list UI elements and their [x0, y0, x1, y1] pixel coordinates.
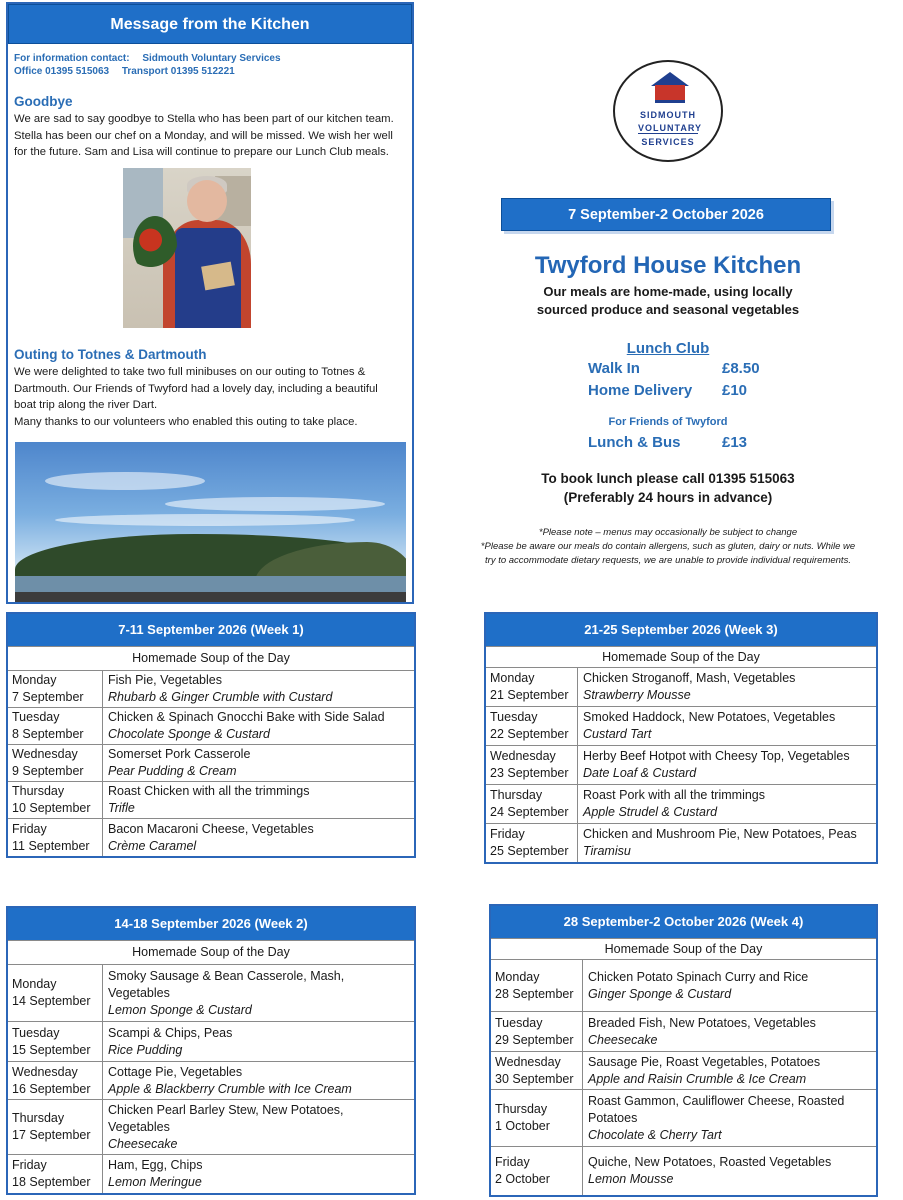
outing-title: Outing to Totnes & Dartmouth: [14, 347, 207, 362]
weekday-label: Monday: [12, 673, 57, 687]
day-cell: [8, 1022, 103, 1061]
table-row: [8, 745, 414, 782]
dessert: Crème Caramel: [108, 838, 197, 853]
week-header: 14-18 September 2026 (Week 2): [8, 908, 414, 940]
date-label: 2 October: [495, 1172, 550, 1186]
meal-cell: [103, 745, 250, 781]
goodbye-title: Goodbye: [14, 94, 73, 109]
outing-line: We were delighted to take two full minibuses on our outing to Totnes &: [14, 366, 366, 378]
date-label: 29 September: [495, 1032, 574, 1047]
logo-line1: SIDMOUTH: [640, 110, 696, 120]
date-label: 15 September: [12, 1042, 91, 1057]
date-label: 18 September: [12, 1175, 91, 1189]
meal-cell: [578, 746, 850, 784]
message-panel: [6, 2, 414, 604]
logo-line3: SERVICES: [641, 137, 695, 147]
day-cell: [491, 1012, 583, 1051]
day-cell: [8, 1155, 103, 1193]
transport-phone: Transport 01395 512221: [121, 66, 235, 77]
soup-of-the-day: Homemade Soup of the Day: [486, 646, 876, 668]
table-row: [8, 1100, 414, 1155]
main-course: Vegetables: [108, 985, 170, 1000]
table-row: [8, 1062, 414, 1100]
house-icon: [651, 72, 689, 104]
date-label: 1 October: [495, 1119, 550, 1133]
allergen-note-1: *Please be aware our meals do contain allergens, such as gluten, dairy or nuts. While we: [480, 541, 856, 552]
weekday-label: Wednesday: [495, 1054, 561, 1069]
goodbye-line: We are sad to say goodbye to Stella who has been part of our kitchen team.: [14, 113, 394, 125]
table-row: [491, 1052, 876, 1090]
day-cell: [8, 1062, 103, 1099]
dessert: Lemon Meringue: [108, 1175, 202, 1189]
main-course: Chicken Stroganoff, Mash, Vegetables: [583, 671, 796, 685]
meal-cell: [578, 668, 795, 706]
dessert: Date Loaf & Custard: [583, 766, 697, 780]
week-header: 28 September-2 October 2026 (Week 4): [491, 906, 876, 938]
soup-of-the-day: Homemade Soup of the Day: [8, 940, 414, 965]
dessert: Cheesecake: [108, 1136, 178, 1151]
booking-advance: (Preferably 24 hours in advance): [563, 490, 773, 505]
date-label: 23 September: [490, 766, 569, 780]
walk-in-price-row: [588, 360, 778, 377]
dessert: Chocolate Sponge & Custard: [108, 727, 270, 741]
main-course: Quiche, New Potatoes, Roasted Vegetables: [588, 1155, 832, 1169]
meal-cell: [103, 1062, 352, 1099]
main-course: Sausage Pie, Roast Vegetables, Potatoes: [588, 1054, 821, 1069]
week-2-menu: [6, 906, 416, 1195]
weekday-label: Thursday: [12, 1111, 65, 1125]
weekday-label: Wednesday: [12, 747, 78, 761]
date-label: 14 September: [12, 994, 91, 1008]
main-course: Chicken Pearl Barley Stew, New Potatoes,: [108, 1102, 344, 1117]
stella-photo: [123, 168, 251, 328]
day-cell: [8, 671, 103, 707]
walk-in-label: Walk In: [588, 360, 640, 377]
day-cell: [8, 708, 103, 744]
home-delivery-label: Home Delivery: [588, 382, 693, 399]
meal-cell: [103, 965, 344, 1021]
logo-line2: VOLUNTARY: [638, 123, 702, 133]
meal-cell: [578, 707, 835, 745]
meal-cell: [103, 819, 314, 856]
main-course: Cottage Pie, Vegetables: [108, 1064, 243, 1079]
weekday-label: Thursday: [490, 788, 543, 802]
date-label: 28 September: [495, 986, 574, 1001]
soup-of-the-day: Homemade Soup of the Day: [8, 646, 414, 671]
main-course: Breaded Fish, New Potatoes, Vegetables: [588, 1015, 816, 1030]
date-label: 10 September: [12, 801, 91, 815]
contact-info: [8, 44, 412, 78]
table-row: [486, 824, 876, 862]
main-course: Chicken & Spinach Gnocchi Bake with Side Salad: [108, 710, 385, 724]
date-label: 11 September: [12, 838, 90, 853]
outing-line: boat trip along the river Dart.: [14, 399, 158, 411]
day-cell: [8, 965, 103, 1021]
weekday-label: Friday: [12, 821, 47, 836]
meal-cell: [103, 708, 385, 744]
office-phone: Office 01395 515063: [14, 66, 110, 77]
main-course: Roast Gammon, Cauliflower Cheese, Roasted: [588, 1093, 845, 1108]
lunch-bus-label: Lunch & Bus: [588, 434, 681, 451]
menu-change-note: *Please note – menus may occasionally be subject to change: [538, 527, 798, 538]
main-course: Herby Beef Hotpot with Cheesy Top, Vegetables: [583, 749, 850, 763]
day-cell: [8, 745, 103, 781]
day-cell: [8, 1100, 103, 1154]
day-cell: [486, 668, 578, 706]
outing-body: [14, 364, 378, 430]
meal-cell: [583, 960, 808, 1011]
table-row: [8, 708, 414, 745]
meal-cell: [578, 785, 765, 823]
meal-cell: [583, 1090, 844, 1146]
table-row: [486, 707, 876, 746]
main-course: Chicken Potato Spinach Curry and Rice: [588, 969, 809, 984]
meal-cell: [103, 671, 332, 707]
day-cell: [486, 824, 578, 862]
weekday-label: Tuesday: [12, 710, 60, 724]
week-4-menu: [489, 904, 878, 1197]
meal-cell: [103, 782, 309, 818]
table-row: [491, 960, 876, 1012]
goodbye-line: for the future. Sam and Lisa will continue to prepare our Lunch Club meals.: [14, 146, 389, 158]
date-label: 30 September: [495, 1071, 574, 1086]
main-course: Roast Chicken with all the trimmings: [108, 784, 310, 798]
date-label: 22 September: [490, 727, 569, 741]
main-course: Somerset Pork Casserole: [108, 747, 251, 761]
weekday-label: Wednesday: [12, 1064, 78, 1079]
meal-cell: [583, 1052, 820, 1089]
booking-phone: To book lunch please call 01395 515063: [541, 471, 795, 486]
meal-cell: [583, 1147, 831, 1195]
allergen-note-2: try to accommodate dietary requests, we are unable to provide individual requirements.: [485, 555, 851, 566]
dessert: Rhubarb & Ginger Crumble with Custard: [108, 690, 333, 704]
day-cell: [8, 782, 103, 818]
weekday-label: Tuesday: [12, 1025, 60, 1040]
dessert: Cheesecake: [588, 1032, 658, 1047]
week-header: 7-11 September 2026 (Week 1): [8, 614, 414, 646]
weekday-label: Friday: [12, 1158, 47, 1172]
main-course: Smoked Haddock, New Potatoes, Vegetables: [583, 710, 836, 724]
day-cell: [491, 1052, 583, 1089]
week-3-menu: [484, 612, 878, 864]
meal-cell: [103, 1100, 344, 1154]
main-course: Potatoes: [588, 1110, 638, 1125]
table-row: [486, 746, 876, 785]
lunch-bus-price: £13: [722, 434, 748, 451]
main-course: Bacon Macaroni Cheese, Vegetables: [108, 821, 314, 836]
date-label: 16 September: [12, 1081, 91, 1096]
week-header: 21-25 September 2026 (Week 3): [486, 614, 876, 646]
table-row: [8, 671, 414, 708]
table-row: [486, 668, 876, 707]
day-cell: [491, 1090, 583, 1146]
message-header: Message from the Kitchen: [8, 4, 412, 44]
day-cell: [486, 785, 578, 823]
friends-label: For Friends of Twyford: [608, 416, 728, 428]
date-range-bar: 7 September-2 October 2026: [501, 198, 831, 231]
contact-org: Sidmouth Voluntary Services: [142, 53, 281, 64]
main-course: Ham, Egg, Chips: [108, 1158, 203, 1172]
weekday-label: Wednesday: [490, 749, 556, 763]
svs-logo: [613, 60, 723, 162]
walk-in-price: £8.50: [722, 360, 760, 377]
weekday-label: Monday: [490, 671, 535, 685]
table-row: [491, 1090, 876, 1147]
dessert: Apple Strudel & Custard: [583, 805, 718, 819]
date-label: 17 September: [12, 1128, 91, 1142]
dessert: Lemon Mousse: [588, 1172, 674, 1186]
soup-of-the-day: Homemade Soup of the Day: [491, 938, 876, 960]
dessert: Ginger Sponge & Custard: [588, 986, 732, 1001]
home-delivery-price: £10: [722, 382, 748, 399]
weekday-label: Thursday: [12, 784, 65, 798]
day-cell: [491, 960, 583, 1011]
dessert: Lemon Sponge & Custard: [108, 1002, 252, 1017]
weekday-label: Monday: [495, 969, 540, 984]
main-course: Roast Pork with all the trimmings: [583, 788, 766, 802]
kitchen-title: Twyford House Kitchen: [534, 252, 802, 279]
weekday-label: Friday: [490, 827, 525, 841]
meal-cell: [103, 1022, 232, 1061]
weekday-label: Tuesday: [490, 710, 538, 724]
table-row: [486, 785, 876, 824]
goodbye-body: [14, 111, 394, 161]
outing-line: Dartmouth. Our Friends of Twyford had a lovely day, including a beautiful: [14, 382, 378, 395]
date-label: 8 September: [12, 727, 84, 741]
lunch-bus-price-row: [588, 434, 778, 451]
meal-cell: [578, 824, 857, 862]
dessert: Apple and Raisin Crumble & Ice Cream: [588, 1071, 807, 1086]
dessert: Custard Tart: [583, 727, 652, 741]
weekday-label: Friday: [495, 1155, 530, 1169]
main-course: Scampi & Chips, Peas: [108, 1025, 233, 1040]
dessert: Strawberry Mousse: [583, 688, 691, 702]
table-row: [8, 1022, 414, 1062]
weekday-label: Thursday: [495, 1102, 548, 1116]
main-course: Vegetables: [108, 1119, 170, 1134]
lunch-club-heading: Lunch Club: [626, 340, 710, 357]
kitchen-subtitle-1: Our meals are home-made, using locally: [543, 284, 793, 299]
table-row: [8, 782, 414, 819]
day-cell: [491, 1147, 583, 1195]
outing-line: Many thanks to our volunteers who enabled this outing to take place.: [14, 415, 358, 428]
contact-label: For information contact:: [14, 53, 130, 64]
day-cell: [8, 819, 103, 856]
table-row: [8, 1155, 414, 1193]
table-row: [8, 819, 414, 856]
dessert: Apple & Blackberry Crumble with Ice Cream: [108, 1081, 352, 1096]
river-dart-photo: [15, 442, 406, 602]
dessert: Rice Pudding: [108, 1042, 183, 1057]
date-label: 9 September: [12, 764, 84, 778]
dessert: Pear Pudding & Cream: [108, 764, 237, 778]
date-label: 25 September: [490, 844, 569, 858]
main-course: Chicken and Mushroom Pie, New Potatoes, Peas: [583, 827, 857, 841]
meal-cell: [583, 1012, 816, 1051]
table-row: [8, 965, 414, 1022]
main-course: Fish Pie, Vegetables: [108, 673, 222, 687]
meal-cell: [103, 1155, 202, 1193]
dessert: Chocolate & Cherry Tart: [588, 1127, 722, 1142]
weekday-label: Tuesday: [495, 1015, 543, 1030]
date-label: 7 September: [12, 690, 84, 704]
day-cell: [486, 746, 578, 784]
table-row: [491, 1147, 876, 1195]
dessert: Trifle: [108, 801, 135, 815]
goodbye-line: Stella has been our chef on a Monday, and will be missed. We wish her well: [14, 129, 393, 142]
date-label: 24 September: [490, 805, 569, 819]
date-label: 21 September: [490, 688, 569, 702]
dessert: Tiramisu: [583, 844, 631, 858]
home-delivery-price-row: [588, 382, 778, 399]
day-cell: [486, 707, 578, 745]
kitchen-subtitle-2: sourced produce and seasonal vegetables: [536, 302, 800, 317]
week-1-menu: [6, 612, 416, 858]
main-course: Smoky Sausage & Bean Casserole, Mash,: [108, 968, 345, 983]
weekday-label: Monday: [12, 977, 57, 991]
table-row: [491, 1012, 876, 1052]
